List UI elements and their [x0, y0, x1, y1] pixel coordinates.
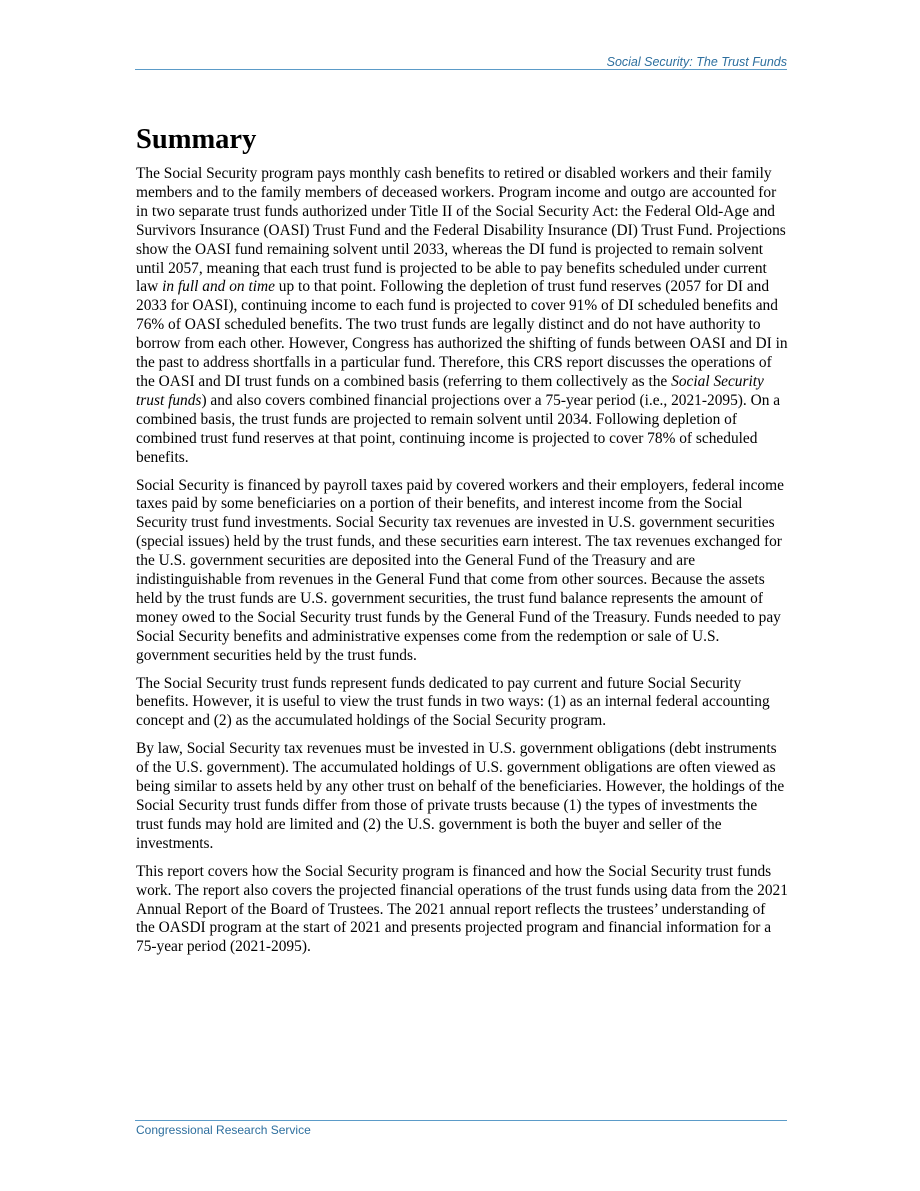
header-divider [135, 69, 787, 70]
paragraph-1-emphasis-in-full: in full and on time [162, 278, 275, 296]
page-content [136, 122, 788, 966]
paragraph-1-emphasis-trust-funds: Social Security trust funds [136, 372, 764, 409]
summary-paragraph-5: This report covers how the Social Security program is financed and how the Social Security trust funds work. The report also covers the projected financial operations of the trust funds using data from the 2021 Annual Report of the Board of Trustees. The 2021 annual report reflects the trustees’ understanding of the OASDI program at the start of 2021 and presents projected program and financial information for a 75-year period (2021-2095). [136, 862, 788, 956]
summary-paragraph-3: The Social Security trust funds represent funds dedicated to pay current and future Social Security benefits. However, it is useful to view the trust funds in two ways: (1) as an internal federal accounting concept and (2) as the accumulated holdings of the Social Security program. [136, 674, 770, 730]
paragraph-1-text-b: up to that point. Following the depletion of trust fund reserves (2057 for DI and 2033 for OASI), continuing income to each fund is projected to cover 91% of DI scheduled benefits and 76% of OASI scheduled benefits. The two trust funds are legally distinct and do not have authority to borrow from each other. However, Congress has authorized the shifting of funds between OASI and DI in the past to address shortfalls in a particular fund. Therefore, this CRS report discusses the operations of the OASI and DI trust funds on a combined basis (referring to them collectively as the [136, 278, 788, 390]
summary-paragraph-4: By law, Social Security tax revenues must be invested in U.S. government obligations (debt instruments of the U.S. government). The accumulated holdings of U.S. government obligations are often viewed as being similar to assets held by any other trust on behalf of the beneficiaries. However, the holdings of the Social Security trust funds differ from those of private trusts because (1) the types of investments the trust funds may hold are limited and (2) the U.S. government is both the buyer and seller of the investments. [136, 740, 785, 852]
summary-paragraph-1 [136, 165, 788, 468]
footer-divider [135, 1120, 787, 1121]
paragraph-1-text-c: ) and also covers combined financial projections over a 75-year period (i.e., 2021-2095). On a combined basis, the trust funds are projected to remain solvent until 2034. Following depletion of combined trust fund reserves at that point, continuing income is projected to cover 78% of scheduled benefits. [136, 391, 781, 466]
summary-paragraph-2: Social Security is financed by payroll taxes paid by covered workers and their employers, federal income taxes paid by some beneficiaries on a portion of their benefits, and interest income from the Social Security trust fund investments. Social Security tax revenues are invested in U.S. government securities (special issues) held by the trust funds, and these securities earn interest. The tax revenues exchanged for the U.S. government securities are deposited into the General Fund of the Treasury and are indistinguishable from revenues in the General Fund that come from other sources. Because the assets held by the trust funds are U.S. government securities, the trust fund balance represents the amount of money owed to the Social Security trust funds by the General Fund of the Treasury. Funds needed to pay Social Security benefits and administrative expenses come from the redemption or sale of U.S. government securities held by the trust funds. [136, 476, 784, 664]
running-header-title: Social Security: The Trust Funds [606, 55, 787, 69]
paragraph-1-text-a: The Social Security program pays monthly cash benefits to retired or disabled workers and their family members and to the family members of deceased workers. Program income and outgo are accounted for in two separate trust funds authorized under Title II of the Social Security Act: the Federal Old-Age and Survivors Insurance (OASI) Trust Fund and the Federal Disability Insurance (DI) Trust Fund. Projections show the OASI fund remaining solvent until 2033, whereas the DI fund is projected to remain solvent until 2057, meaning that each trust fund is projected to be able to pay benefits scheduled under current law [136, 165, 786, 296]
section-heading: Summary [136, 124, 257, 155]
footer-organization: Congressional Research Service [136, 1123, 311, 1137]
